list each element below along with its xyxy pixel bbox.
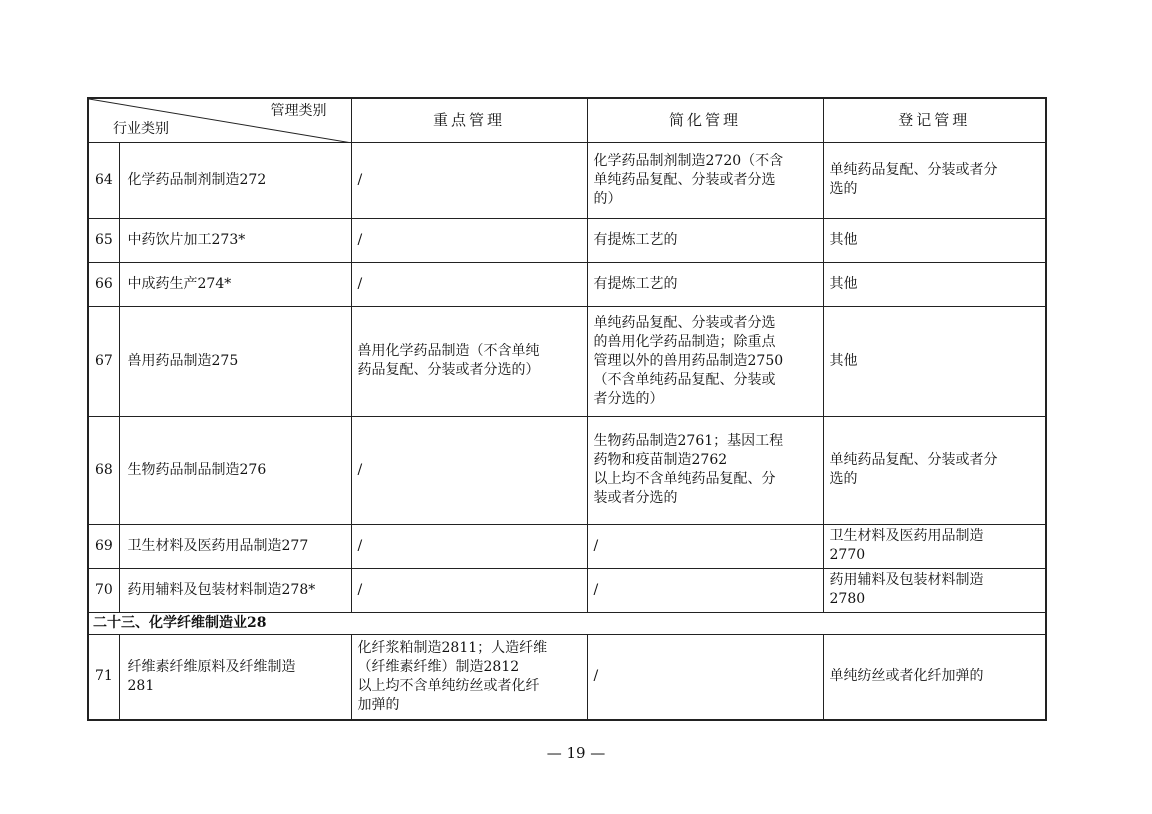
simplified-management-cell (587, 568, 823, 612)
column-header-registration-management: 登记管理 (823, 98, 1046, 142)
industry-category-cell (119, 416, 351, 524)
simplified-management-cell-line: 装或者分选的 (593, 490, 678, 506)
registration-management-cell-line: 单纯纺丝或者化纤加弹的 (829, 668, 984, 685)
column-header-key-management: 重点管理 (351, 98, 587, 142)
simplified-management-cell (587, 306, 823, 416)
industry-category-cell (119, 142, 351, 218)
simplified-management-cell-line: 单纯药品复配、分装或者分选 (593, 314, 776, 331)
registration-management-cell (823, 142, 1046, 218)
registration-management-cell (823, 262, 1046, 306)
industry-category-cell (119, 634, 351, 720)
simplified-management-cell-line: / (593, 668, 599, 685)
key-management-cell-line: 兽用化学药品制造（不含单纯 (357, 343, 540, 359)
simplified-management-cell-line: 有提炼工艺的 (593, 275, 678, 292)
registration-management-cell-line: 卫生材料及医药用品制造 (829, 528, 984, 544)
diagonal-header-cell (88, 98, 351, 142)
industry-category-cell (119, 568, 351, 612)
table-row (88, 262, 1046, 306)
simplified-management-cell-line: （不含单纯药品复配、分装或 (593, 371, 776, 388)
industry-category-cell-line: 卫生材料及医药用品制造277 (127, 537, 309, 554)
industry-category-cell-line: 生物药品制品制造276 (127, 461, 267, 478)
table-row (88, 634, 1046, 720)
table-row (88, 568, 1046, 612)
registration-management-cell-line: 单纯药品复配、分装或者分 (829, 162, 998, 178)
key-management-cell-line: / (357, 231, 363, 248)
key-management-cell-line: 加弹的 (357, 696, 400, 713)
industry-category-cell-line: 中成药生产274* (127, 275, 232, 292)
simplified-management-cell-line: 化学药品制剂制造2720（不含 (593, 152, 784, 169)
registration-management-cell-line: 2770 (829, 547, 866, 563)
simplified-management-cell-line: 的兽用化学药品制造；除重点 (593, 333, 776, 350)
industry-category-cell (119, 218, 351, 262)
key-management-cell (351, 568, 587, 612)
section-heading: 二十三、化学纤维制造业28 (88, 612, 1046, 634)
column-header-simplified-management: 简化管理 (587, 98, 823, 142)
simplified-management-cell-line: 管理以外的兽用药品制造2750 (593, 352, 784, 369)
industry-category-cell-line: 281 (127, 677, 155, 694)
key-management-cell-line: （纤维素纤维）制造2812 (357, 658, 520, 675)
key-management-cell (351, 262, 587, 306)
registration-management-cell-line: 2780 (829, 591, 866, 607)
row-number: 71 (88, 634, 119, 720)
table-row (88, 524, 1046, 568)
simplified-management-cell-line: 的） (593, 190, 622, 207)
registration-management-cell (823, 416, 1046, 524)
industry-category-cell-line: 化学药品制剂制造272 (127, 171, 267, 188)
key-management-cell (351, 416, 587, 524)
page-number: — 19 — (546, 744, 606, 762)
simplified-management-cell-line: 单纯药品复配、分装或者分选 (593, 171, 776, 188)
registration-management-cell (823, 524, 1046, 568)
industry-category-cell-line: 纤维素纤维原料及纤维制造 (127, 658, 296, 675)
simplified-management-cell (587, 262, 823, 306)
registration-management-cell-line: 药用辅料及包装材料制造 (829, 572, 984, 588)
simplified-management-cell-line: 有提炼工艺的 (593, 231, 678, 248)
management-category-label: 管理类别 (270, 103, 327, 119)
key-management-cell-line: / (357, 537, 363, 554)
key-management-cell-line: / (357, 461, 363, 478)
key-management-cell (351, 218, 587, 262)
key-management-cell-line: / (357, 171, 363, 188)
registration-management-cell-line: 选的 (829, 471, 858, 487)
simplified-management-cell (587, 416, 823, 524)
simplified-management-cell-line: 生物药品制造2761；基因工程 (593, 433, 784, 449)
table-row (88, 306, 1046, 416)
row-number: 66 (88, 262, 119, 306)
industry-category-cell-line: 中药饮片加工273* (127, 231, 246, 248)
industry-category-cell-line: 兽用药品制造275 (127, 352, 239, 369)
registration-management-cell (823, 634, 1046, 720)
registration-management-cell-line: 其他 (829, 275, 858, 292)
section-heading-row (88, 612, 1046, 634)
key-management-cell (351, 634, 587, 720)
simplified-management-cell (587, 142, 823, 218)
table-header-row (88, 98, 1046, 142)
industry-category-cell (119, 306, 351, 416)
industry-category-cell (119, 524, 351, 568)
registration-management-cell-line: 其他 (829, 231, 858, 248)
table-row (88, 142, 1046, 218)
simplified-management-cell (587, 634, 823, 720)
registration-management-cell (823, 568, 1046, 612)
key-management-cell (351, 142, 587, 218)
row-number: 69 (88, 524, 119, 568)
table-row (88, 218, 1046, 262)
registration-management-cell (823, 218, 1046, 262)
key-management-cell-line: 以上均不含单纯纺丝或者化纤 (357, 677, 540, 694)
simplified-management-cell-line: / (593, 581, 599, 598)
key-management-cell (351, 524, 587, 568)
row-number: 64 (88, 142, 119, 218)
registration-management-cell (823, 306, 1046, 416)
industry-category-cell (119, 262, 351, 306)
key-management-cell-line: / (357, 275, 363, 292)
simplified-management-cell-line: / (593, 537, 599, 554)
industry-management-table (87, 97, 1047, 721)
registration-management-cell-line: 选的 (829, 181, 858, 197)
industry-category-cell-line: 药用辅料及包装材料制造278* (127, 581, 316, 598)
registration-management-cell-line: 单纯药品复配、分装或者分 (829, 452, 998, 468)
row-number: 65 (88, 218, 119, 262)
simplified-management-cell (587, 524, 823, 568)
key-management-cell-line: 药品复配、分装或者分选的） (357, 362, 540, 378)
row-number: 70 (88, 568, 119, 612)
row-number: 67 (88, 306, 119, 416)
industry-category-label: 行业类别 (113, 120, 169, 137)
registration-management-cell-line: 其他 (829, 352, 858, 369)
simplified-management-cell-line: 药物和疫苗制造2762 (593, 452, 728, 468)
row-number: 68 (88, 416, 119, 524)
key-management-cell (351, 306, 587, 416)
table-row (88, 416, 1046, 524)
key-management-cell-line: / (357, 581, 363, 598)
simplified-management-cell-line: 以上均不含单纯药品复配、分 (593, 471, 776, 487)
simplified-management-cell-line: 者分选的） (593, 390, 664, 407)
key-management-cell-line: 化纤浆粕制造2811；人造纤维 (357, 639, 548, 656)
simplified-management-cell (587, 218, 823, 262)
